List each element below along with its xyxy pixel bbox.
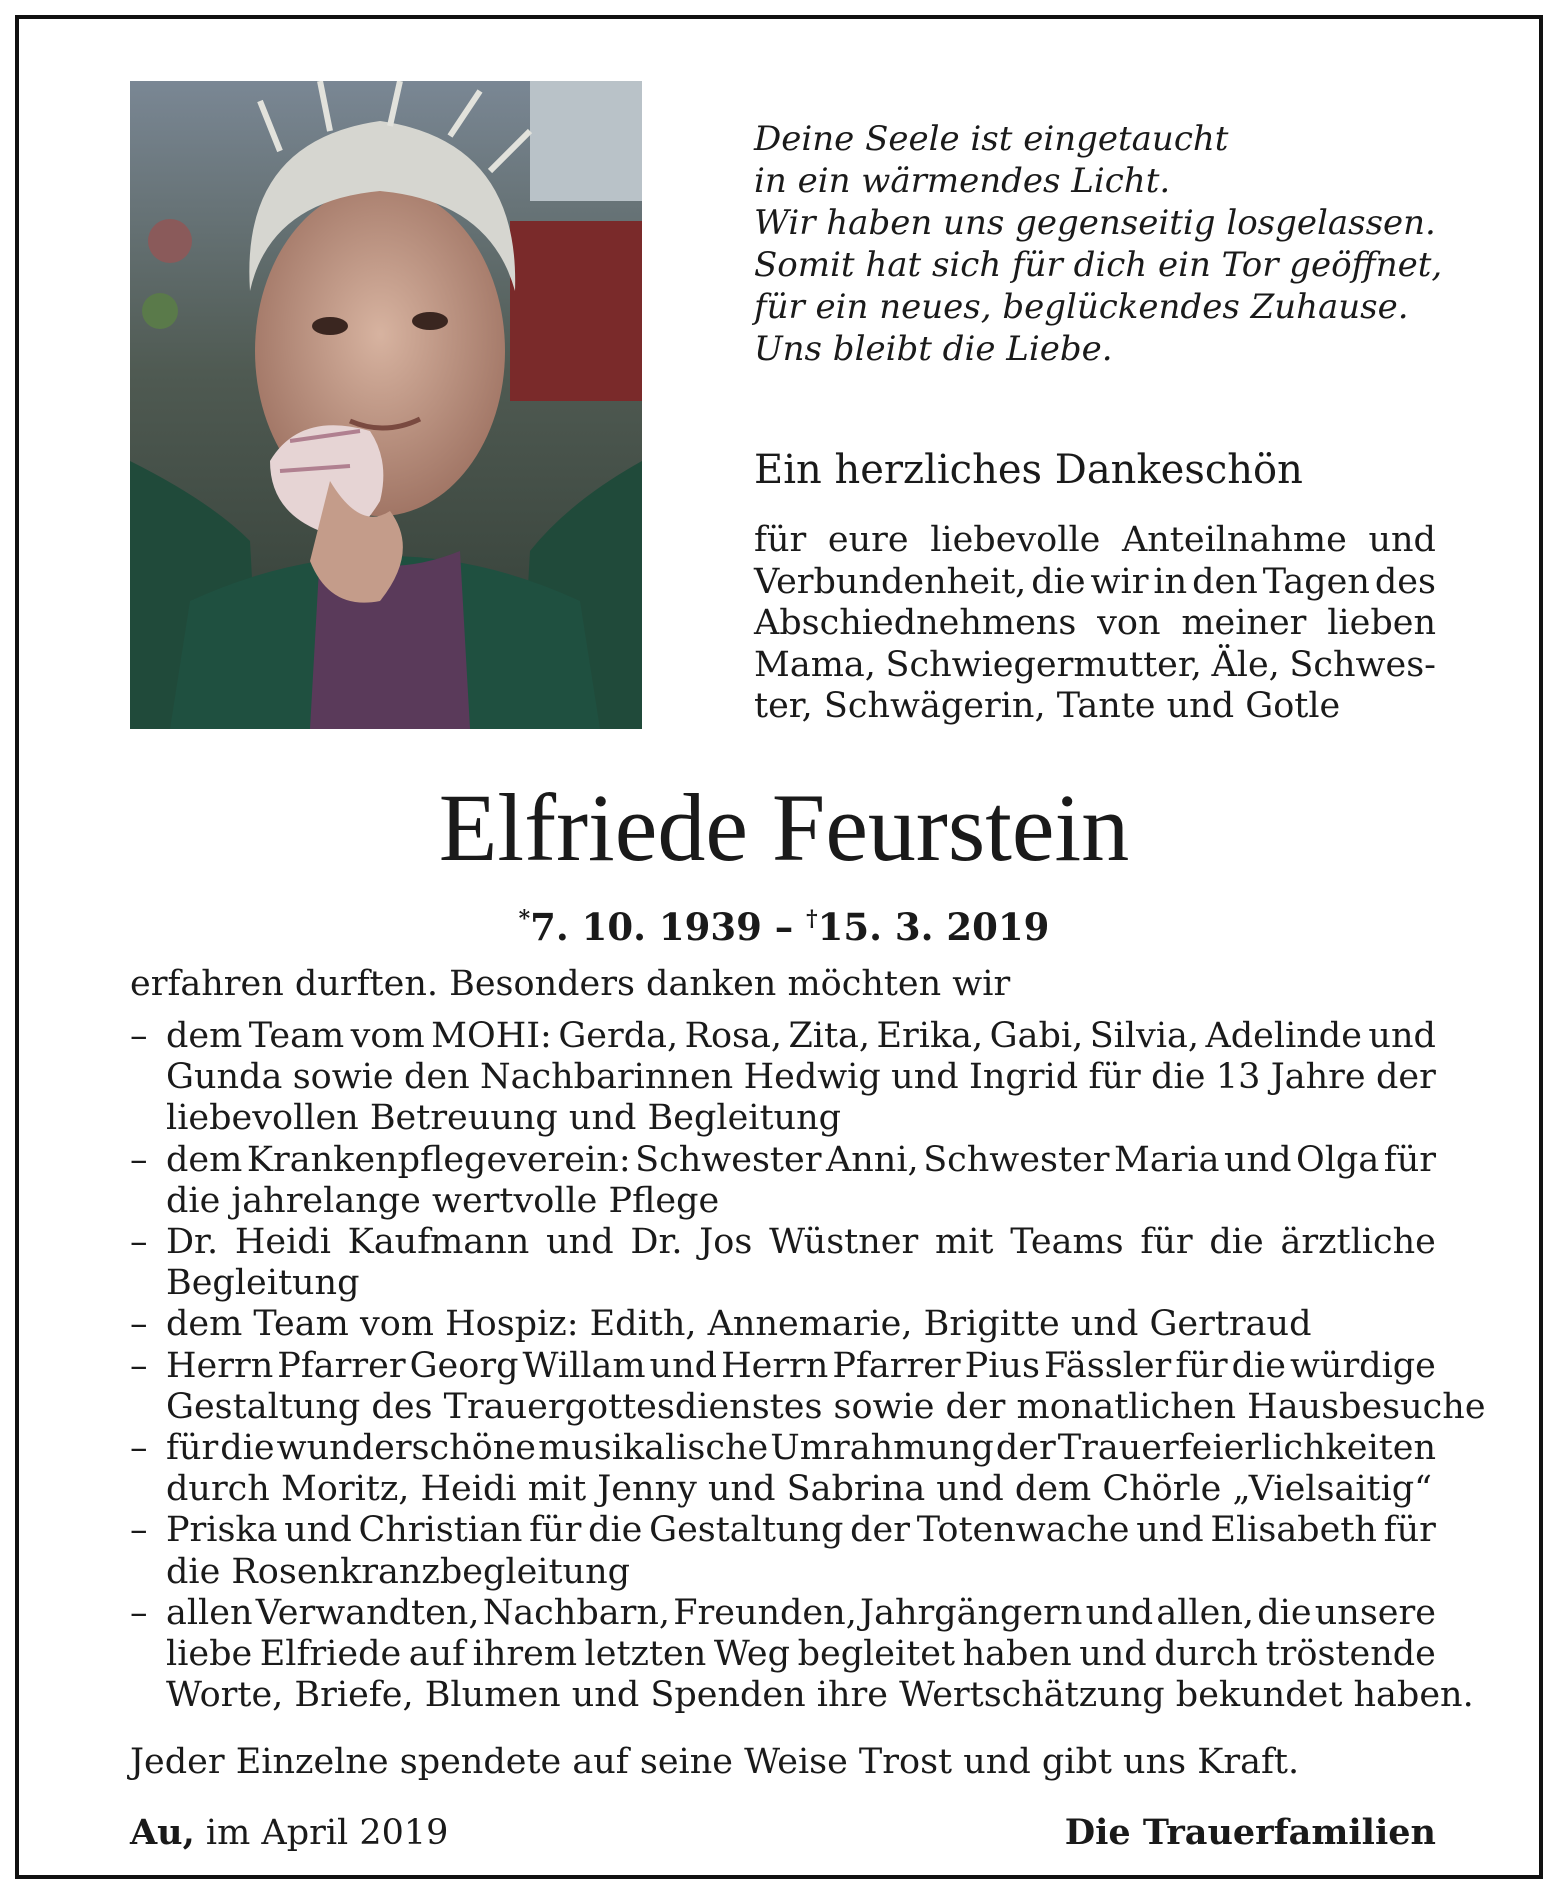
poem-line: Deine Seele ist eingetaucht (754, 119, 1229, 159)
list-item-line: dem Team vom MOHI: Gerda, Rosa, Zita, Erika, Gabi, Silvia, Adelinde und (166, 1016, 1436, 1056)
dash-bullet: – (130, 1345, 148, 1386)
portrait-photo (130, 81, 642, 729)
date: im April 2019 (194, 1813, 449, 1853)
list-item-line: die jahrelange wertvolle Pflege (166, 1180, 720, 1221)
list-item-line: dem Krankenpflegeverein: Schwester Anni, Schwester Maria und Olga für (166, 1139, 1436, 1180)
list-item-line: liebevollen Betreuung und Begleitung (166, 1098, 842, 1139)
list-item-line: Worte, Briefe, Blumen und Spenden ihre Wertschätzung bekundet haben. (166, 1675, 1474, 1716)
list-item (130, 1140, 1436, 1222)
dash-bullet: – (130, 1428, 148, 1469)
thanks-heading: Ein herzliches Dankeschön (754, 447, 1303, 493)
list-item-line: für die wunderschöne musikalische Umrahmung der Trauerfeierlichkeiten (166, 1428, 1436, 1469)
death-symbol: † (806, 906, 818, 932)
poem-line: für ein neues, beglückendes Zuhause. (754, 287, 1409, 327)
dash-bullet: – (130, 1304, 148, 1345)
list-item-line: Gestaltung des Trauergottesdienstes sowie der monatlichen Hausbesuche (166, 1386, 1486, 1427)
thanks-line: Abschiednehmens von meiner lieben (754, 603, 1436, 643)
poem-line: Wir haben uns gegenseitig losgelassen. (754, 203, 1436, 243)
list-item (130, 1304, 1436, 1345)
deceased-name: Elfriede Feurstein (438, 774, 1130, 881)
place: Au, (130, 1812, 195, 1853)
thanks-line: für eure liebevolle Anteilnahme und (754, 520, 1436, 560)
list-item-line: Herrn Pfarrer Georg Willam und Herrn Pfarrer Pius Fässler für die würdige (166, 1345, 1436, 1386)
poem (754, 118, 1454, 370)
thanks-line: ter, Schwägerin, Tante und Gotle (754, 686, 1341, 726)
list-item-line: dem Team vom Hospiz: Edith, Annemarie, Brigitte und Gertraud (166, 1304, 1312, 1345)
thanks-text (754, 520, 1436, 728)
place-date (130, 1812, 448, 1854)
dash-bullet: – (130, 1510, 148, 1551)
list-item-line: Gunda sowie den Nachbarinnen Hedwig und Ingrid für die 13 Jahre der (166, 1057, 1436, 1098)
list-item (130, 1428, 1436, 1510)
dash-bullet: – (130, 1139, 148, 1180)
thanks-line: Verbundenheit, die wir in den Tagen des (754, 561, 1436, 602)
intro-text: erfahren durften. Besonders danken möchten wir (130, 964, 1011, 1004)
list-item-line: liebe Elfriede auf ihrem letzten Weg begleitet haben und durch tröstende (166, 1634, 1436, 1675)
thanks-line: Mama, Schwiegermutter, Äle, Schwes- (754, 644, 1436, 685)
birth-symbol: * (518, 906, 531, 932)
list-item-line: durch Moritz, Heidi mit Jenny und Sabrina und dem Chörle „Vielsaitig“ (166, 1469, 1433, 1510)
list-item (130, 1592, 1474, 1717)
list-item (130, 1510, 1436, 1592)
list-item-line: die Rosenkranzbegleitung (166, 1551, 631, 1592)
birth-date: 7. 10. 1939 – (530, 905, 807, 949)
list-item-line: allen Verwandten, Nachbarn, Freunden, Jahrgängern und allen, die unsere (166, 1592, 1436, 1633)
dash-bullet: – (130, 1222, 148, 1263)
list-item-line: Dr. Heidi Kaufmann und Dr. Jos Wüstner mit Teams für die ärztliche (166, 1222, 1436, 1263)
signature: Die Trauerfamilien (1064, 1812, 1436, 1853)
death-date: 15. 3. 2019 (817, 905, 1050, 949)
life-dates (0, 895, 1568, 951)
poem-line: in ein wärmendes Licht. (754, 161, 1171, 201)
poem-line: Uns bleibt die Liebe. (754, 329, 1113, 369)
list-item (130, 1222, 1436, 1304)
list-item-line: Priska und Christian für die Gestaltung der Totenwache und Elisabeth für (166, 1510, 1436, 1551)
list-item (130, 1016, 1436, 1140)
dash-bullet: – (130, 1592, 148, 1633)
list-item (130, 1345, 1486, 1428)
list-item-line: Begleitung (166, 1263, 360, 1304)
closing-text: Jeder Einzelne spendete auf seine Weise Trost und gibt uns Kraft. (130, 1742, 1300, 1782)
poem-line: Somit hat sich für dich ein Tor geöffnet, (754, 245, 1443, 285)
thanks-list (130, 1016, 1486, 1716)
dash-bullet: – (130, 1016, 148, 1056)
